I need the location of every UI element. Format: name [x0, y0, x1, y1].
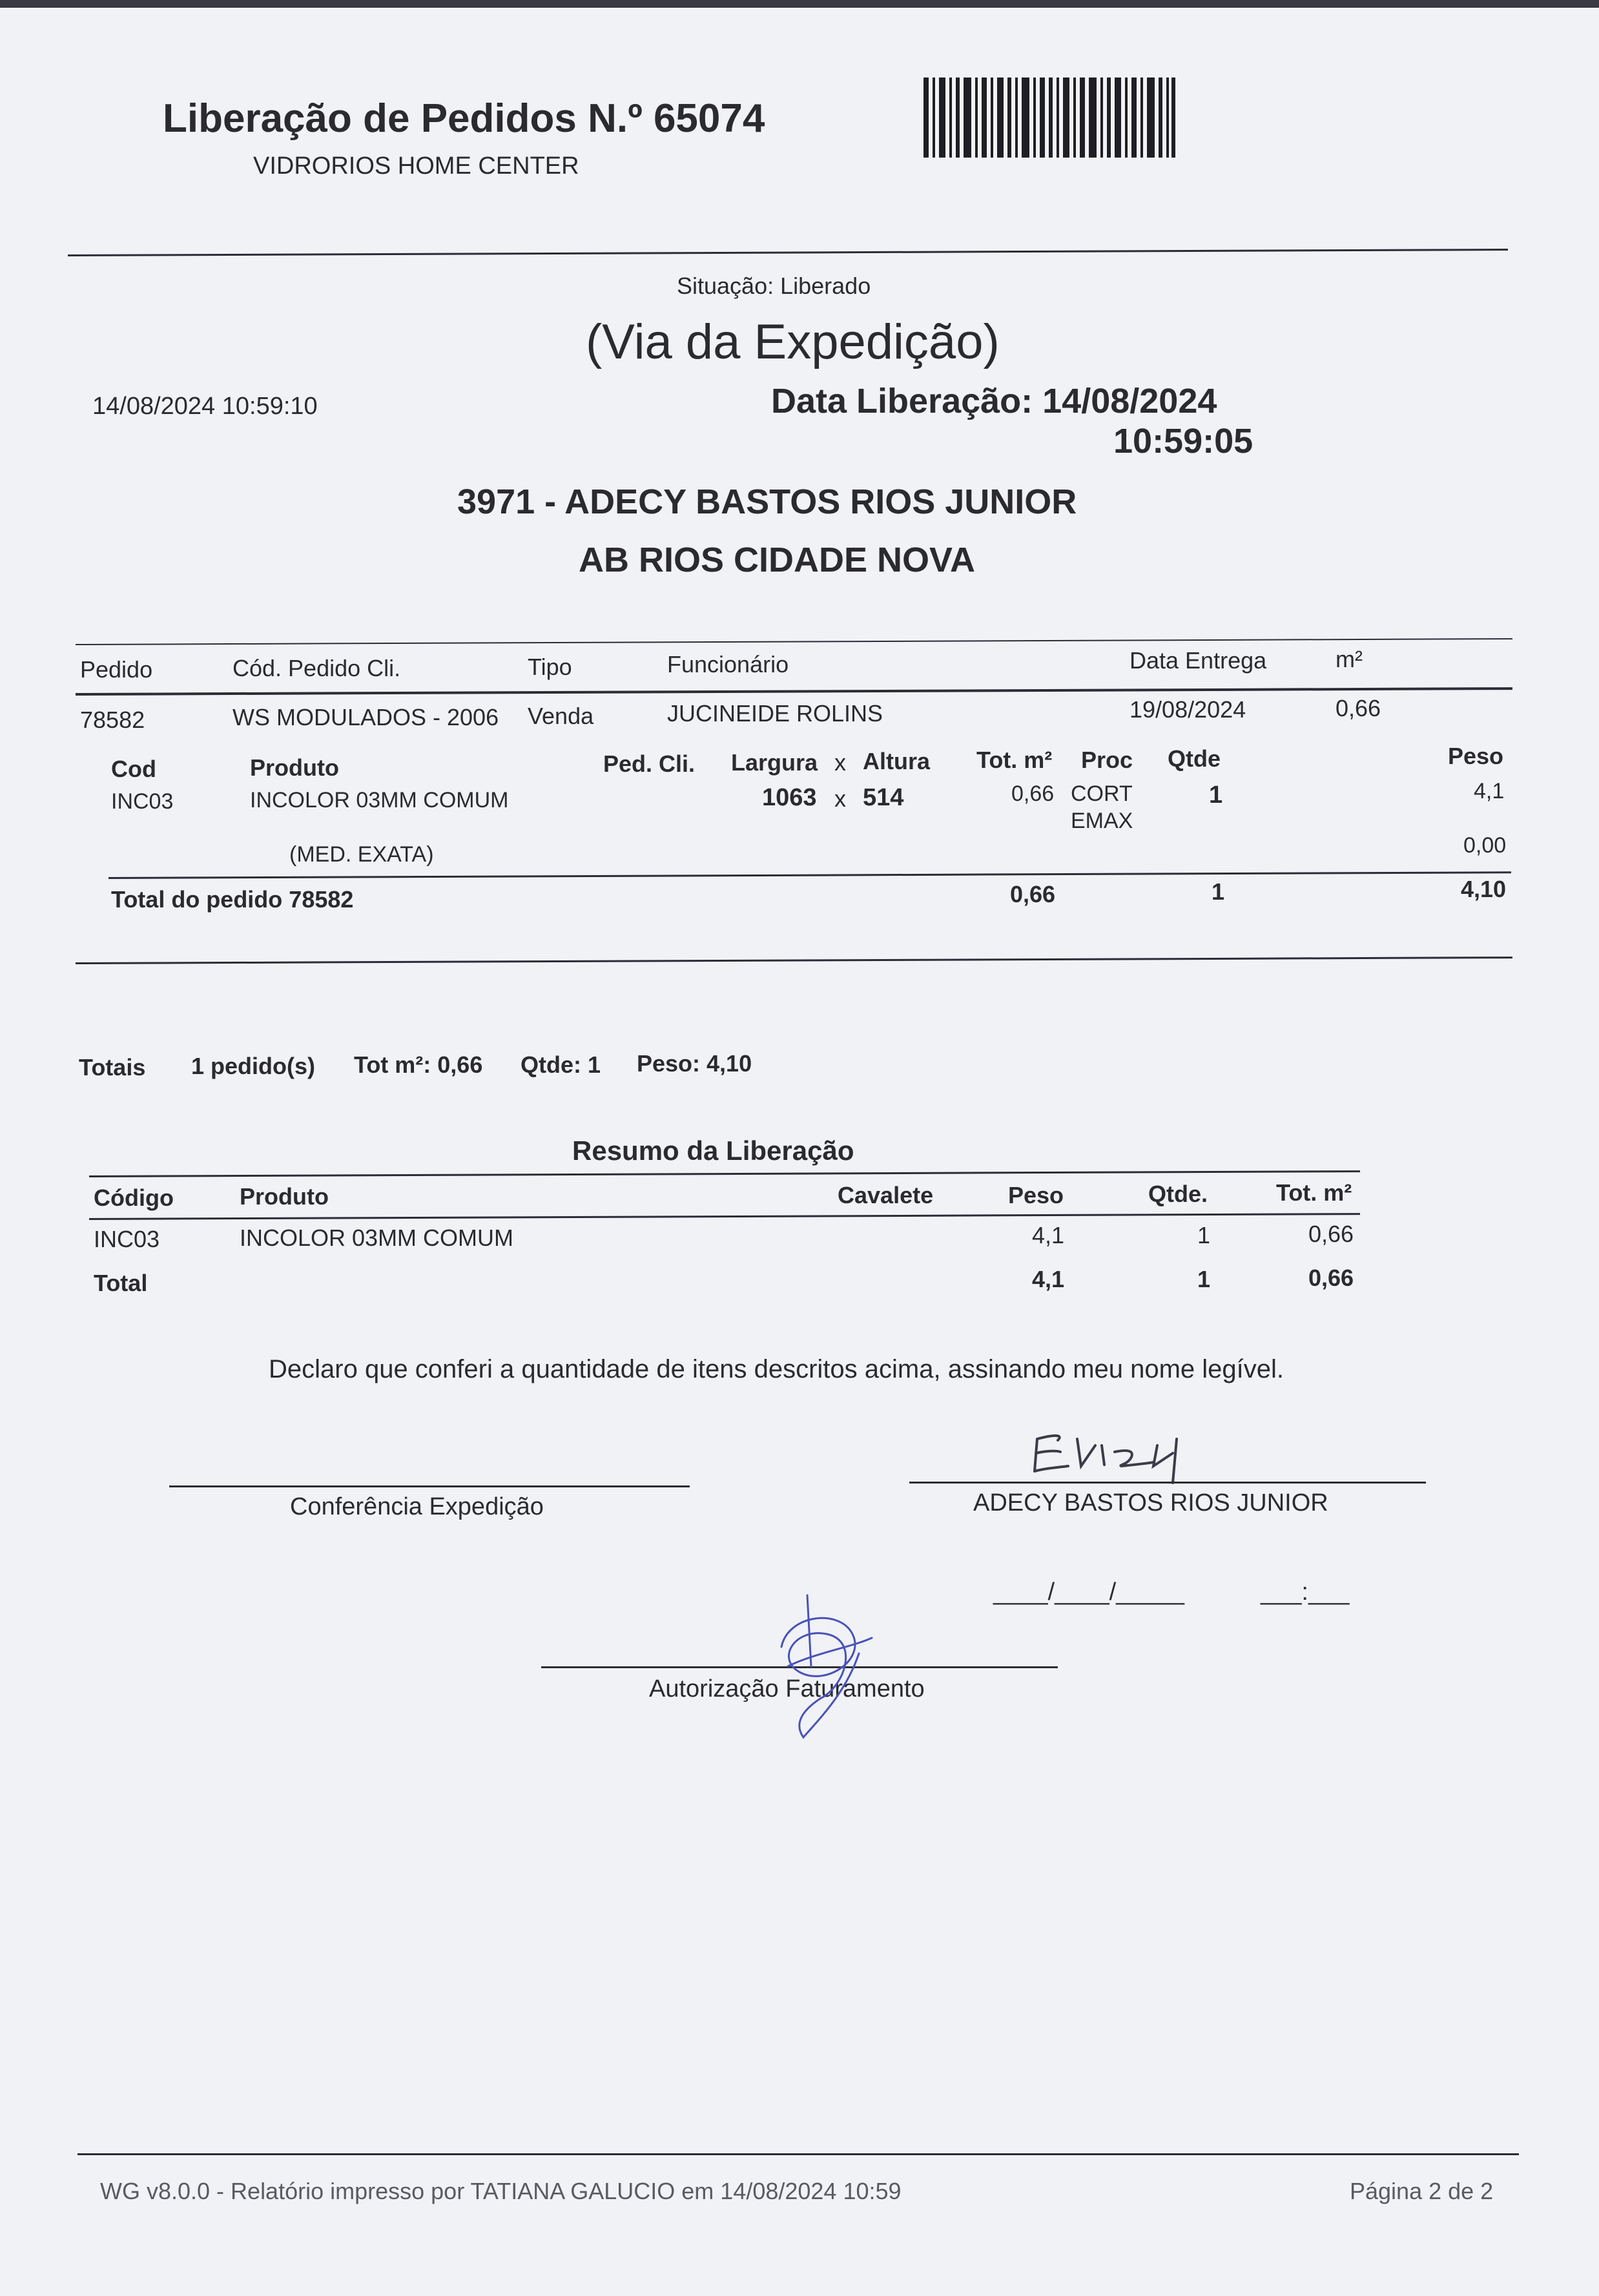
- totals-tot-m2: Tot m²: 0,66: [354, 1051, 483, 1078]
- conferencia-label: Conferência Expedição: [290, 1493, 544, 1520]
- order-header-cod-pedido-cli: Cód. Pedido Cli.: [232, 655, 401, 681]
- summary-header-cavalete: Cavalete: [838, 1182, 934, 1208]
- item-peso-value: 4,1: [1474, 779, 1505, 803]
- order-total-tot-m2: 0,66: [1010, 881, 1056, 907]
- summary-top-line: [89, 1170, 1360, 1177]
- item-proc1-value: CORT: [1071, 781, 1133, 806]
- item-total-line: [108, 871, 1511, 879]
- order-funcionario-value: JUCINEIDE ROLINS: [667, 700, 883, 727]
- item-header-ped-cli: Ped. Cli.: [603, 750, 696, 777]
- print-datetime: 14/08/2024 10:59:10: [92, 393, 318, 420]
- autorizacao-label: Autorização Faturamento: [649, 1675, 925, 1702]
- summary-header-tot-m2: Tot. m²: [1276, 1179, 1352, 1206]
- date-placeholder: ____/____/_____: [993, 1578, 1184, 1606]
- order-table-top-line: [76, 638, 1512, 645]
- client-signature-line: [909, 1482, 1426, 1484]
- order-cod-pedido-cli-value: WS MODULADOS - 2006: [232, 704, 499, 730]
- summary-total-qtde: 1: [1197, 1266, 1211, 1292]
- item-qtde-value: 1: [1209, 781, 1223, 809]
- top-border: [0, 0, 1599, 8]
- client-name: 3971 - ADECY BASTOS RIOS JUNIOR: [457, 482, 1077, 521]
- summary-header-codigo: Código: [94, 1184, 174, 1211]
- item-note-peso: 0,00: [1463, 833, 1507, 858]
- item-header-altura: Altura: [863, 748, 931, 774]
- item-note: (MED. EXATA): [289, 842, 434, 867]
- order-tipo-value: Venda: [528, 703, 594, 729]
- item-header-cod: Cod: [111, 756, 156, 782]
- release-date: Data Liberação: 14/08/2024: [771, 382, 1217, 420]
- item-produto-value: INCOLOR 03MM COMUM: [250, 788, 509, 812]
- item-x-value: x: [834, 785, 846, 812]
- summary-total-label: Total: [94, 1270, 148, 1296]
- order-data-entrega-value: 19/08/2024: [1130, 696, 1246, 723]
- status-text: Situação: Liberado: [677, 273, 871, 299]
- summary-row-peso: 4,1: [1032, 1222, 1065, 1248]
- document-title: Liberação de Pedidos N.º 65074: [163, 96, 765, 141]
- item-cod-value: INC03: [111, 789, 174, 814]
- declaration-text: Declaro que conferi a quantidade de itens descritos acima, assinando meu nome legível.: [269, 1355, 1284, 1383]
- summary-row-tot-m2: 0,66: [1308, 1221, 1354, 1247]
- client-signature: [1018, 1426, 1199, 1484]
- footer-page-number: Página 2 de 2: [1350, 2178, 1494, 2204]
- item-tot-m2-value: 0,66: [1011, 781, 1055, 806]
- totals-qtde: Qtde: 1: [521, 1051, 601, 1078]
- summary-row-codigo: INC03: [94, 1226, 160, 1252]
- order-header-line: [76, 687, 1512, 696]
- summary-row-produto: INCOLOR 03MM COMUM: [240, 1225, 514, 1251]
- order-header-data-entrega: Data Entrega: [1130, 647, 1267, 674]
- item-header-x: x: [834, 749, 846, 776]
- header-divider: [68, 249, 1508, 256]
- company-name: VIDRORIOS HOME CENTER: [253, 152, 579, 180]
- summary-header-line: [89, 1213, 1360, 1220]
- client-store: AB RIOS CIDADE NOVA: [579, 541, 976, 579]
- item-header-produto: Produto: [250, 754, 339, 781]
- order-header-pedido: Pedido: [80, 656, 153, 683]
- time-placeholder: ___:___: [1261, 1578, 1350, 1606]
- footer-line: [77, 2153, 1519, 2155]
- summary-row-qtde: 1: [1197, 1222, 1211, 1248]
- summary-title: Resumo da Liberação: [572, 1135, 854, 1166]
- order-header-tipo: Tipo: [528, 654, 572, 680]
- summary-header-qtde: Qtde.: [1148, 1181, 1208, 1207]
- order-header-m2: m²: [1336, 646, 1363, 672]
- summary-total-peso: 4,1: [1032, 1266, 1065, 1292]
- order-total-qtde: 1: [1212, 878, 1225, 905]
- totals-pedidos: 1 pedido(s): [191, 1053, 316, 1079]
- item-header-peso: Peso: [1448, 743, 1504, 769]
- totals-peso: Peso: 4,10: [637, 1050, 752, 1077]
- order-total-label: Total do pedido 78582: [111, 886, 354, 913]
- order-pedido-value: 78582: [80, 707, 145, 733]
- conferencia-signature-line: [169, 1485, 690, 1487]
- autorizacao-signature: [769, 1589, 878, 1744]
- summary-header-produto: Produto: [240, 1183, 329, 1210]
- client-signature-name: ADECY BASTOS RIOS JUNIOR: [973, 1489, 1328, 1516]
- item-header-proc: Proc: [1081, 747, 1133, 773]
- order-m2-value: 0,66: [1336, 695, 1381, 721]
- summary-total-tot-m2: 0,66: [1308, 1265, 1354, 1291]
- item-largura-value: 1063: [762, 784, 817, 811]
- order-table-bottom-line: [76, 957, 1512, 964]
- item-proc2-value: EMAX: [1071, 809, 1133, 833]
- item-header-largura: Largura: [731, 749, 818, 776]
- via-title: (Via da Expedição): [586, 315, 1000, 369]
- barcode: [923, 78, 1175, 158]
- item-altura-value: 514: [863, 784, 904, 811]
- release-time: 10:59:05: [1113, 422, 1253, 460]
- summary-header-peso: Peso: [1008, 1182, 1064, 1208]
- footer-left-text: WG v8.0.0 - Relatório impresso por TATIANA GALUCIO em 14/08/2024 10:59: [100, 2178, 902, 2204]
- order-total-peso: 4,10: [1461, 876, 1507, 902]
- order-header-funcionario: Funcionário: [667, 651, 789, 677]
- totals-label: Totais: [79, 1054, 146, 1081]
- item-header-qtde: Qtde: [1168, 745, 1221, 772]
- item-header-tot-m2: Tot. m²: [976, 747, 1053, 773]
